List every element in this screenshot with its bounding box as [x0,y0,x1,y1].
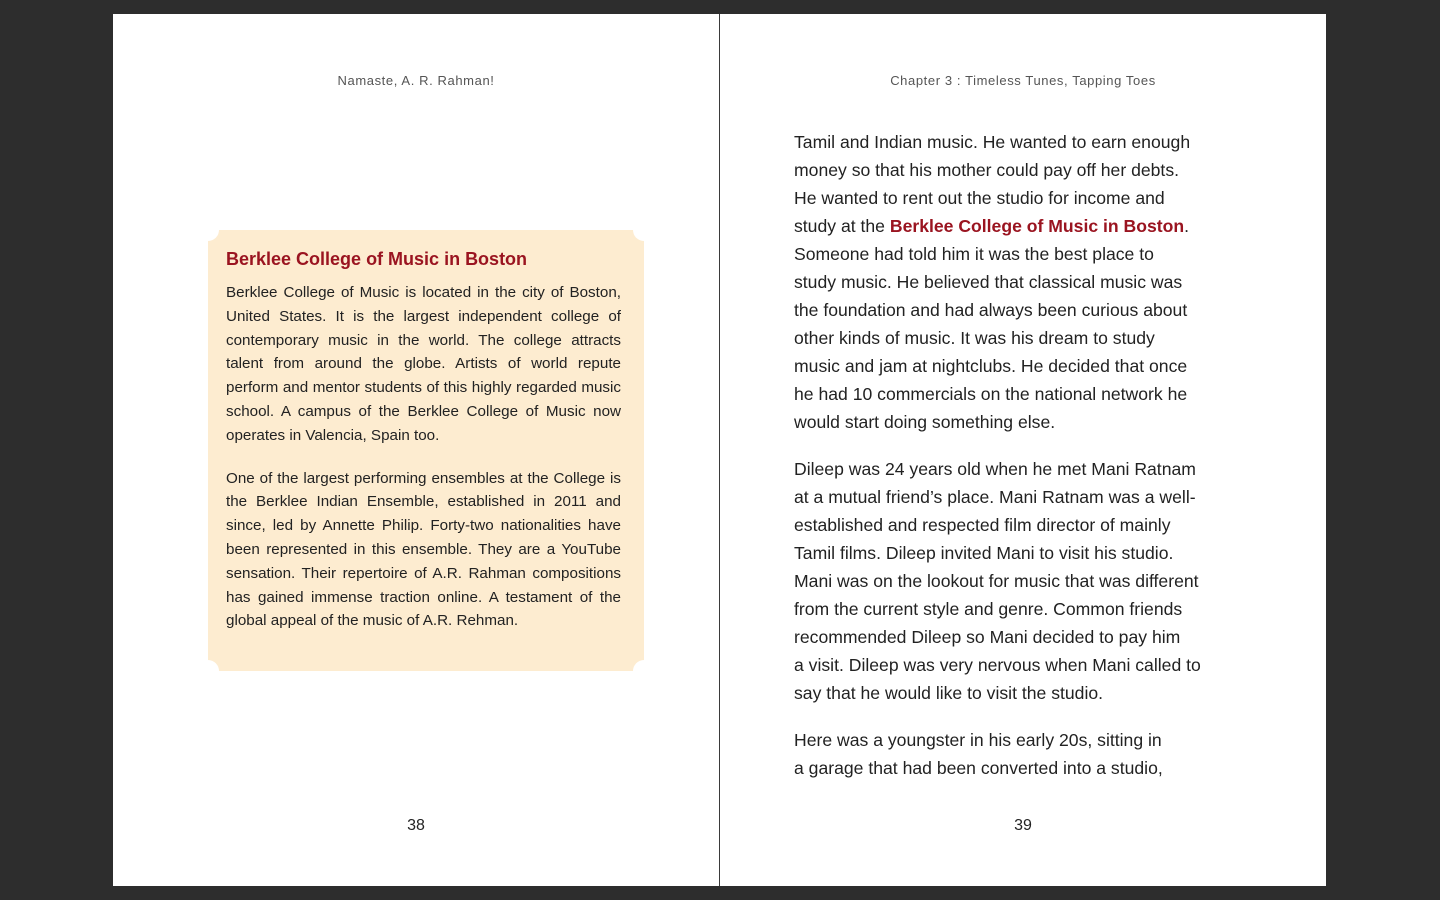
text-line: a visit. Dileep was very nervous when Mani called to [794,655,1201,675]
text-line: Mani was on the lookout for music that was different [794,571,1199,591]
right-page [720,14,1326,886]
sidebar-corner-notch [197,660,219,682]
running-head-right: Chapter 3 : Timeless Tunes, Tapping Toes [890,73,1156,88]
text-line [794,212,1244,240]
page-number-left: 38 [407,817,425,834]
body-paragraph [794,455,1244,707]
text-line: study music. He believed that classical music was [794,272,1183,292]
highlight-term: Berklee College of Music in Boston [889,216,1185,236]
text-line: a garage that had been converted into a studio, [794,758,1163,778]
text-line: say that he would like to visit the studio. [794,683,1104,703]
sidebar-paragraph: One of the largest performing ensembles at the College is the Berklee Indian Ensemble, established in 2011 and since, led by Annette Philip. Forty-two nationalities have been represented in this ensemble. They are a YouTube sensation. Their repertoire of A.R. Rahman compositions has gained immense traction online. A testament of the global appeal of the music of A.R. Rehman. [226,469,621,630]
sidebar-corner-notch [633,660,655,682]
text-line: he had 10 commercials on the national network he [794,384,1188,404]
text-line: Someone had told him it was the best place to [794,244,1154,264]
text-line: the foundation and had always been curious about [794,300,1188,320]
text-span: study at the [794,216,890,236]
text-line: Here was a youngster in his early 20s, sitting in [794,730,1162,750]
text-line: music and jam at nightclubs. He decided that once [794,356,1188,376]
text-line: established and respected film director of mainly [794,515,1171,535]
body-paragraph [794,726,1244,782]
text-line: Tamil and Indian music. He wanted to earn enough [794,132,1191,152]
text-span: . [1184,216,1190,236]
sidebar-corner-notch [633,219,655,241]
text-line: at a mutual friend’s place. Mani Ratnam was a well- [794,487,1196,507]
text-line: from the current style and genre. Common friends [794,599,1183,619]
body-paragraph [794,128,1244,436]
sidebar-title: Berklee College of Music in Boston [226,249,528,269]
text-line: recommended Dileep so Mani decided to pay him [794,627,1181,647]
text-line: Tamil films. Dileep invited Mani to visit his studio. [794,543,1174,563]
sidebar-box [208,230,644,671]
body-text [794,128,1244,801]
sidebar-corner-notch [197,219,219,241]
text-line: other kinds of music. It was his dream to study [794,328,1155,348]
text-line: would start doing something else. [794,412,1056,432]
text-line: money so that his mother could pay off her debts. [794,160,1180,180]
running-head-left: Namaste, A. R. Rahman! [337,73,495,88]
sidebar-paragraph: Berklee College of Music is located in the city of Boston, United States. It is the largest independent college of contemporary music in the world. The college attracts talent from around the globe. Artists of world repute perform and mentor students of this highly regarded music school. A campus of the Berklee College of Music now operates in Valencia, Spain too. [226,284,621,444]
text-line: He wanted to rent out the studio for income and [794,188,1165,208]
text-line: Dileep was 24 years old when he met Mani Ratnam [794,459,1196,479]
page-number-right: 39 [1014,817,1032,834]
left-page [113,14,719,886]
